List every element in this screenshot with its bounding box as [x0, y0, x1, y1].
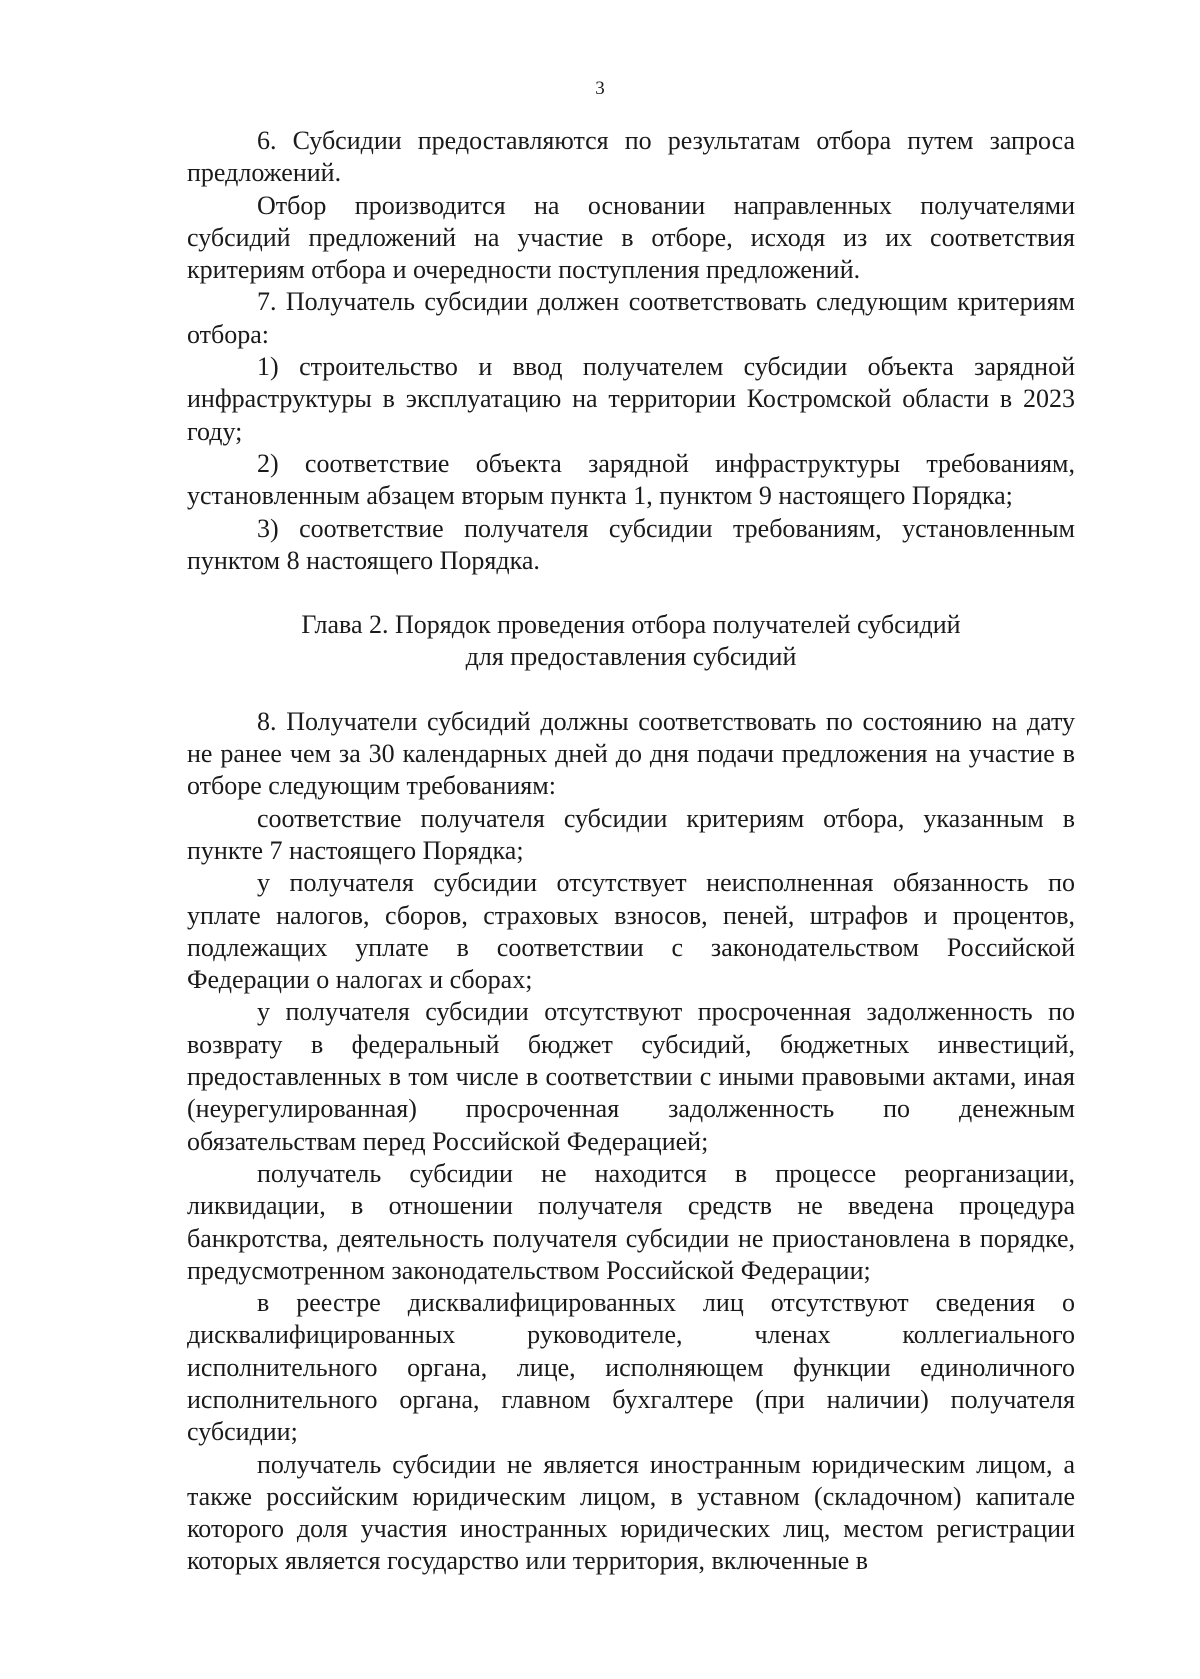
document-body [187, 125, 1075, 1578]
requirement-criteria: соответствие получателя субсидии критериям отбора, указанным в пункте 7 настоящего Порядка; [187, 803, 1075, 865]
criterion-3: 3) соответствие получателя субсидии требованиям, установленным пунктом 8 настоящего Порядка. [187, 513, 1075, 575]
requirement-foreign-entity: получатель субсидии не является иностранным юридическим лицом, а также российским юридическим лицом, в уставном (складочном) капитале которого доля участия иностранных юридических лиц, местом регистрации которых является государство или территория, включенные в [187, 1449, 1075, 1576]
page-number: 3 [595, 78, 605, 99]
requirement-reorganization: получатель субсидии не находится в процессе реорганизации, ликвидации, в отношении получателя средств не введена процедура банкротства, деятельность получателя субсидии не приостановлена в порядке, предусмотренном законодательством Российской Федерации; [187, 1158, 1075, 1285]
requirement-taxes: у получателя субсидии отсутствует неисполненная обязанность по уплате налогов, сборов, страховых взносов, пеней, штрафов и процентов, подлежащих уплате в соответствии с законодательством Российской Федерации о налогах и сборах; [187, 868, 1075, 995]
chapter-heading [187, 609, 1075, 674]
paragraph-7: 7. Получатель субсидии должен соответствовать следующим критериям отбора: [187, 287, 1075, 349]
chapter-heading-line-1: Глава 2. Порядок проведения отбора получателей субсидий [301, 610, 961, 640]
chapter-heading-line-2: для предоставления субсидий [465, 642, 797, 672]
paragraph-8: 8. Получатели субсидий должны соответствовать по состоянию на дату не ранее чем за 30 календарных дней до дня подачи предложения на участие в отборе следующим требованиям: [187, 706, 1075, 801]
paragraph-6: 6. Субсидии предоставляются по результатам отбора путем запроса предложений. [187, 126, 1075, 188]
requirement-debts: у получателя субсидии отсутствуют просроченная задолженность по возврату в федеральный бюджет субсидий, бюджетных инвестиций, предоставленных в том числе в соответствии с иными правовыми актами, иная (неурегулированная) просроченная задолженность по денежным обязательствам перед Российской Федерацией; [187, 997, 1075, 1156]
criterion-1: 1) строительство и ввод получателем субсидии объекта зарядной инфраструктуры в эксплуатацию на территории Костромской области в 2023 году; [187, 352, 1075, 446]
criterion-2: 2) соответствие объекта зарядной инфраструктуры требованиям, установленным абзацем вторым пункта 1, пунктом 9 настоящего Порядка; [187, 448, 1075, 511]
paragraph-6-selection: Отбор производится на основании направленных получателями субсидий предложений на участие в отборе, исходя из их соответствия критериям отбора и очередности поступления предложений. [187, 190, 1075, 285]
requirement-disqualified: в реестре дисквалифицированных лиц отсутствуют сведения о дисквалифицированных руководителе, членах коллегиального исполнительного органа, лице, исполняющем функции единоличного исполнительного органа, главном бухгалтере (при наличии) получателя субсидии; [187, 1288, 1075, 1447]
